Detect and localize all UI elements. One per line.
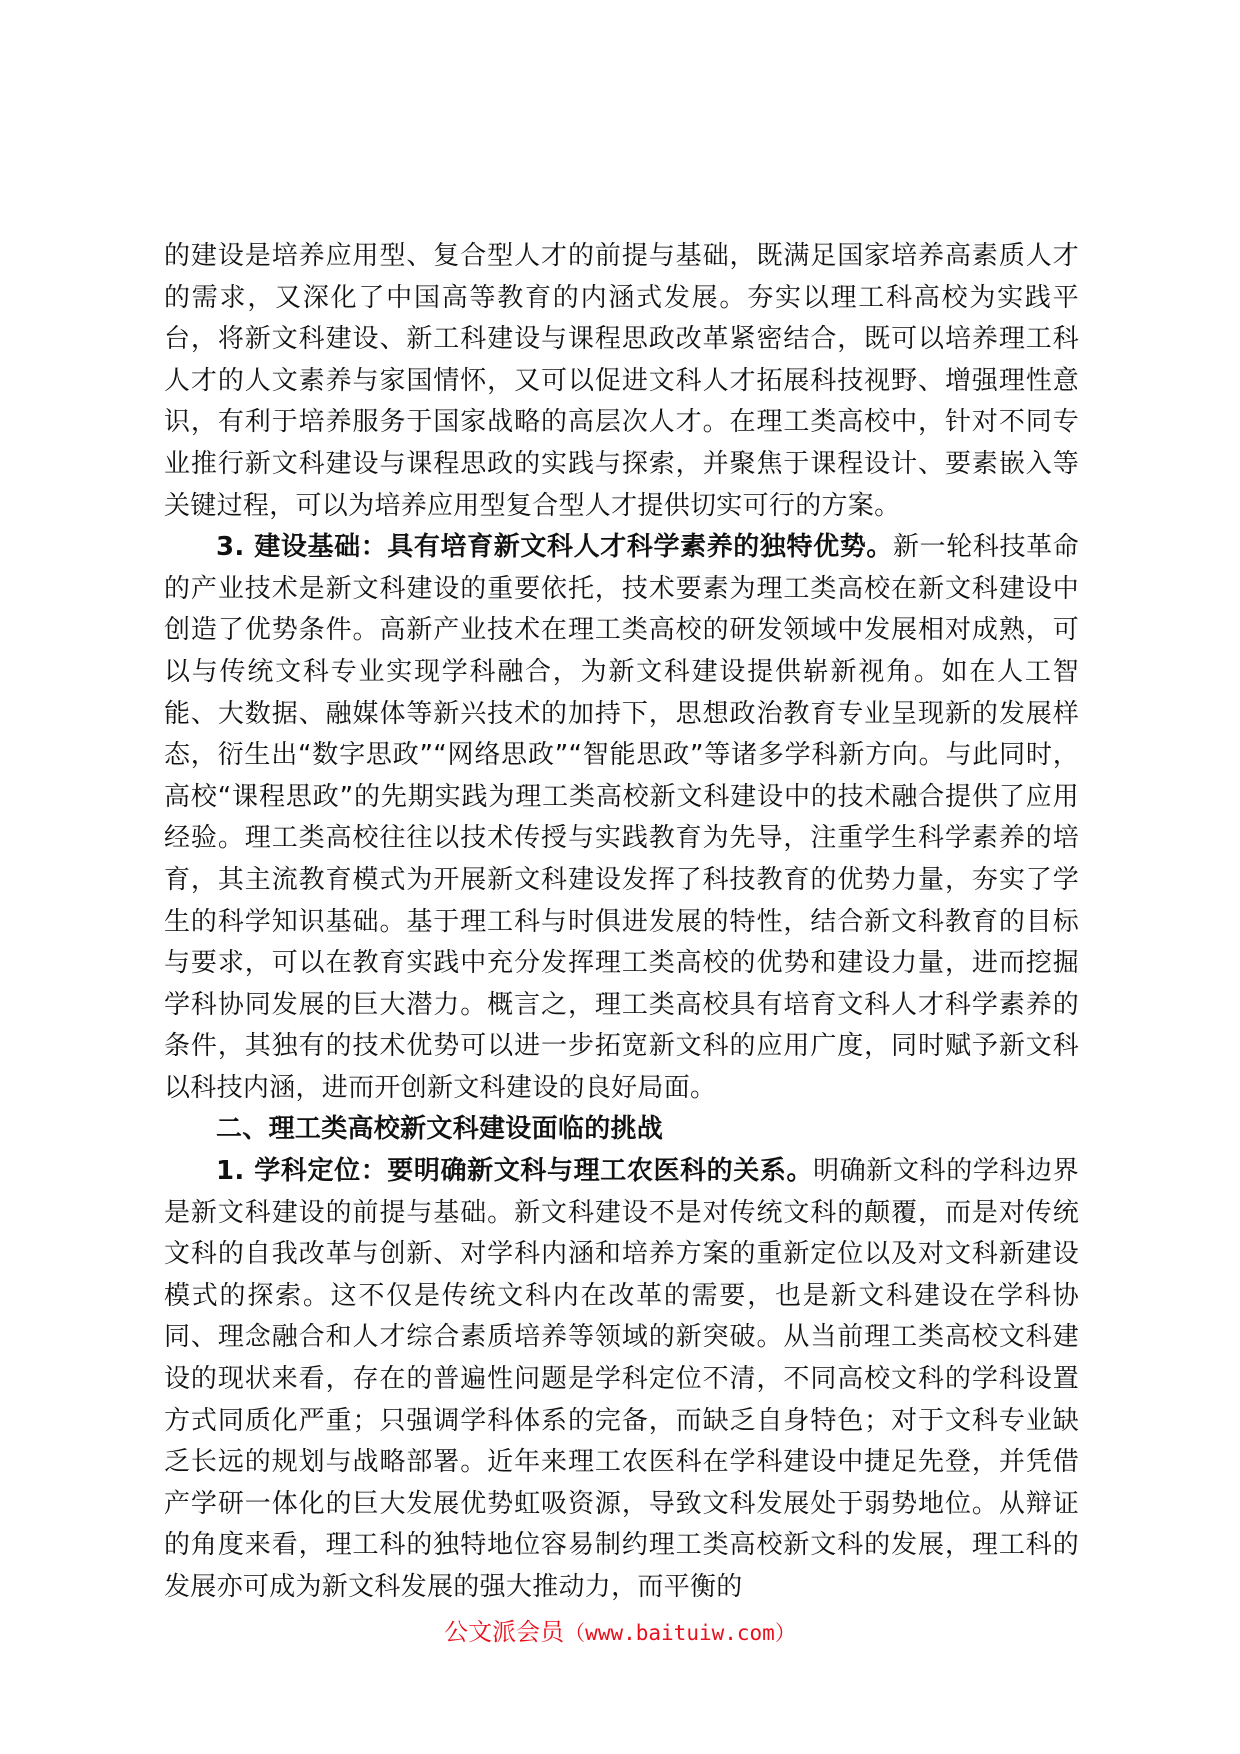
footer-watermark — [0, 1612, 1240, 1647]
paragraph-lead: 3. 建设基础：具有培育新文科人才科学素养的独特优势。 — [216, 532, 893, 563]
footer-url[interactable]: （www.baituiw.com） — [564, 1621, 796, 1645]
section-heading-text: 二、理工类高校新文科建设面临的挑战 — [216, 1114, 664, 1145]
paragraph-text: 的建设是培养应用型、复合型人才的前提与基础，既满足国家培养高素质人才的需求，又深化了中国高等教育的内涵式发展。夯实以理工科高校为实践平台，将新文科建设、新工科建设与课程思政改革紧密结合，既可以培养理工科人才的人文素养与家国情怀，又可以促进文科人才拓展科技视野、增强理性意识，有利于培养服务于国家战略的高层次人才。在理工类高校中，针对不同专业推行新文科建设与课程思政的实践与探索，并聚焦于课程设计、要素嵌入等关键过程，可以为培养应用型复合型人才提供切实可行的方案。 — [164, 241, 1079, 521]
paragraph-discipline-positioning — [164, 1151, 1079, 1609]
section-heading — [164, 1109, 1079, 1151]
paragraph-lead: 1. 学科定位：要明确新文科与理工农医科的关系。 — [216, 1156, 814, 1187]
paragraph-text: 新一轮科技革命的产业技术是新文科建设的重要依托，技术要素为理工类高校在新文科建设中创造了优势条件。高新产业技术在理工类高校的研发领域中发展相对成熟，可以与传统文科专业实现学科融合，为新文科建设提供崭新视角。如在人工智能、大数据、融媒体等新兴技术的加持下，思想政治教育专业呈现新的发展样态，衍生出“数字思政”“网络思政”“智能思政”等诸多学科新方向。与此同时，高校“课程思政”的先期实践为理工类高校新文科建设中的技术融合提供了应用经验。理工类高校往往以技术传授与实践教育为先导，注重学生科学素养的培育，其主流教育模式为开展新文科建设发挥了科技教育的优势力量，夯实了学生的科学知识基础。基于理工科与时俱进发展的特性，结合新文科教育的目标与要求，可以在教育实践中充分发挥理工类高校的优势和建设力量，进而挖掘学科协同发展的巨大潜力。概言之，理工类高校具有培育文科人才科学素养的条件，其独有的技术优势可以进一步拓宽新文科的应用广度，同时赋予新文科以科技内涵，进而开创新文科建设的良好局面。 — [164, 532, 1079, 1103]
document-body — [164, 236, 1079, 1609]
paragraph-construction-basis — [164, 527, 1079, 1109]
paragraph-continuation — [164, 236, 1079, 527]
footer-brand: 公文派会员 — [444, 1618, 565, 1646]
paragraph-text: 明确新文科的学科边界是新文科建设的前提与基础。新文科建设不是对传统文科的颠覆，而是对传统文科的自我改革与创新、对学科内涵和培养方案的重新定位以及对文科新建设模式的探索。这不仅是传统文科内在改革的需要，也是新文科建设在学科协同、理念融合和人才综合素质培养等领域的新突破。从当前理工类高校文科建设的现状来看，存在的普遍性问题是学科定位不清，不同高校文科的学科设置方式同质化严重；只强调学科体系的完备，而缺乏自身特色；对于文科专业缺乏长远的规划与战略部署。近年来理工农医科在学科建设中捷足先登，并凭借产学研一体化的巨大发展优势虹吸资源，导致文科发展处于弱势地位。从辩证的角度来看，理工科的独特地位容易制约理工类高校新文科的发展，理工科的发展亦可成为新文科发展的强大推动力，而平衡的 — [164, 1156, 1079, 1602]
